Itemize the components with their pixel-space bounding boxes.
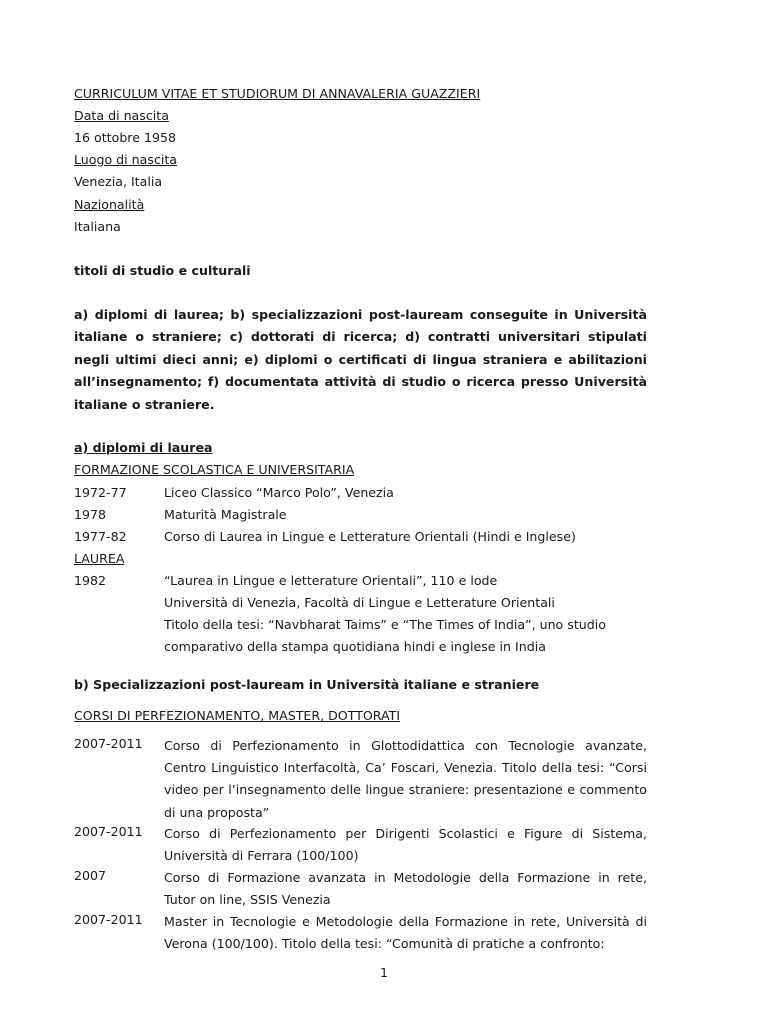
- row-year: 1977-82: [74, 529, 127, 544]
- section-a-heading: a) diplomi di laurea: [74, 440, 213, 455]
- section-b-heading: b) Specializzazioni post-lauream in Università italiane e straniere: [74, 677, 540, 692]
- page-number: 1: [380, 965, 389, 980]
- corsi-subheading: CORSI DI PERFEZIONAMENTO, MASTER, DOTTORATI: [74, 708, 401, 723]
- row-year: 2007-2011: [74, 824, 143, 839]
- birth-place-value: Venezia, Italia: [74, 174, 163, 189]
- nationality-value: Italiana: [74, 219, 121, 234]
- birth-place-label: Luogo di nascita: [74, 152, 178, 167]
- titoli-intro-paragraph: a) diplomi di laurea; b) specializzazioni post-lauream conseguite in Università italiane o straniere; c) dottorati di ricerca; d) contratti universitari stipulati negli ultimi dieci anni; e) diplomi o certificati di lingua straniera e abilitazioni all’insegnamento; f) documentata attività di studio o ricerca presso Università italiane o straniere.: [74, 307, 647, 412]
- cv-title: CURRICULUM VITAE ET STUDIORUM DI ANNAVALERIA GUAZZIERI: [74, 86, 481, 101]
- row-year: 2007: [74, 868, 107, 883]
- row-text: Corso di Laurea in Lingue e Letterature Orientali (Hindi e Inglese): [164, 529, 576, 544]
- laurea-line: comparativo della stampa quotidiana hindi e inglese in India: [164, 639, 546, 654]
- row-text: Master in Tecnologie e Metodologie della Formazione in rete, Università di Verona (100/100). Titolo della tesi: “Comunità di pratiche a confronto:: [164, 914, 647, 952]
- nationality-label: Nazionalità: [74, 197, 145, 212]
- laurea-line: Titolo della tesi: “Navbharat Taims” e “The Times of India”, uno studio: [164, 617, 606, 632]
- row-text: Corso di Formazione avanzata in Metodologie della Formazione in rete, Tutor on line, SSIS Venezia: [164, 870, 647, 908]
- row-year: 2007-2011: [74, 736, 143, 751]
- row-text: Liceo Classico “Marco Polo”, Venezia: [164, 485, 394, 500]
- row-year: 1978: [74, 507, 107, 522]
- laurea-line: Università di Venezia, Facoltà di Lingue e Letterature Orientali: [164, 595, 555, 610]
- row-text: Maturità Magistrale: [164, 507, 287, 522]
- row-year: 2007-2011: [74, 912, 143, 927]
- row-year: 1972-77: [74, 485, 127, 500]
- formazione-subheading: FORMAZIONE SCOLASTICA E UNIVERSITARIA: [74, 462, 355, 477]
- row-text: Corso di Perfezionamento per Dirigenti Scolastici e Figure di Sistema, Università di Ferrara (100/100): [164, 826, 647, 864]
- laurea-line: “Laurea in Lingue e letterature Orientali”, 110 e lode: [164, 573, 498, 588]
- row-text: Corso di Perfezionamento in Glottodidattica con Tecnologie avanzate, Centro Linguistico Interfacoltà, Ca’ Foscari, Venezia. Titolo della tesi: “Corsi video per l’insegnamento delle lingue straniere: presentazione e commento di una proposta”: [164, 738, 647, 820]
- birth-date-value: 16 ottobre 1958: [74, 130, 177, 145]
- laurea-subheading: LAUREA: [74, 551, 125, 566]
- row-year: 1982: [74, 573, 107, 588]
- birth-date-label: Data di nascita: [74, 108, 169, 123]
- titoli-heading: titoli di studio e culturali: [74, 263, 251, 278]
